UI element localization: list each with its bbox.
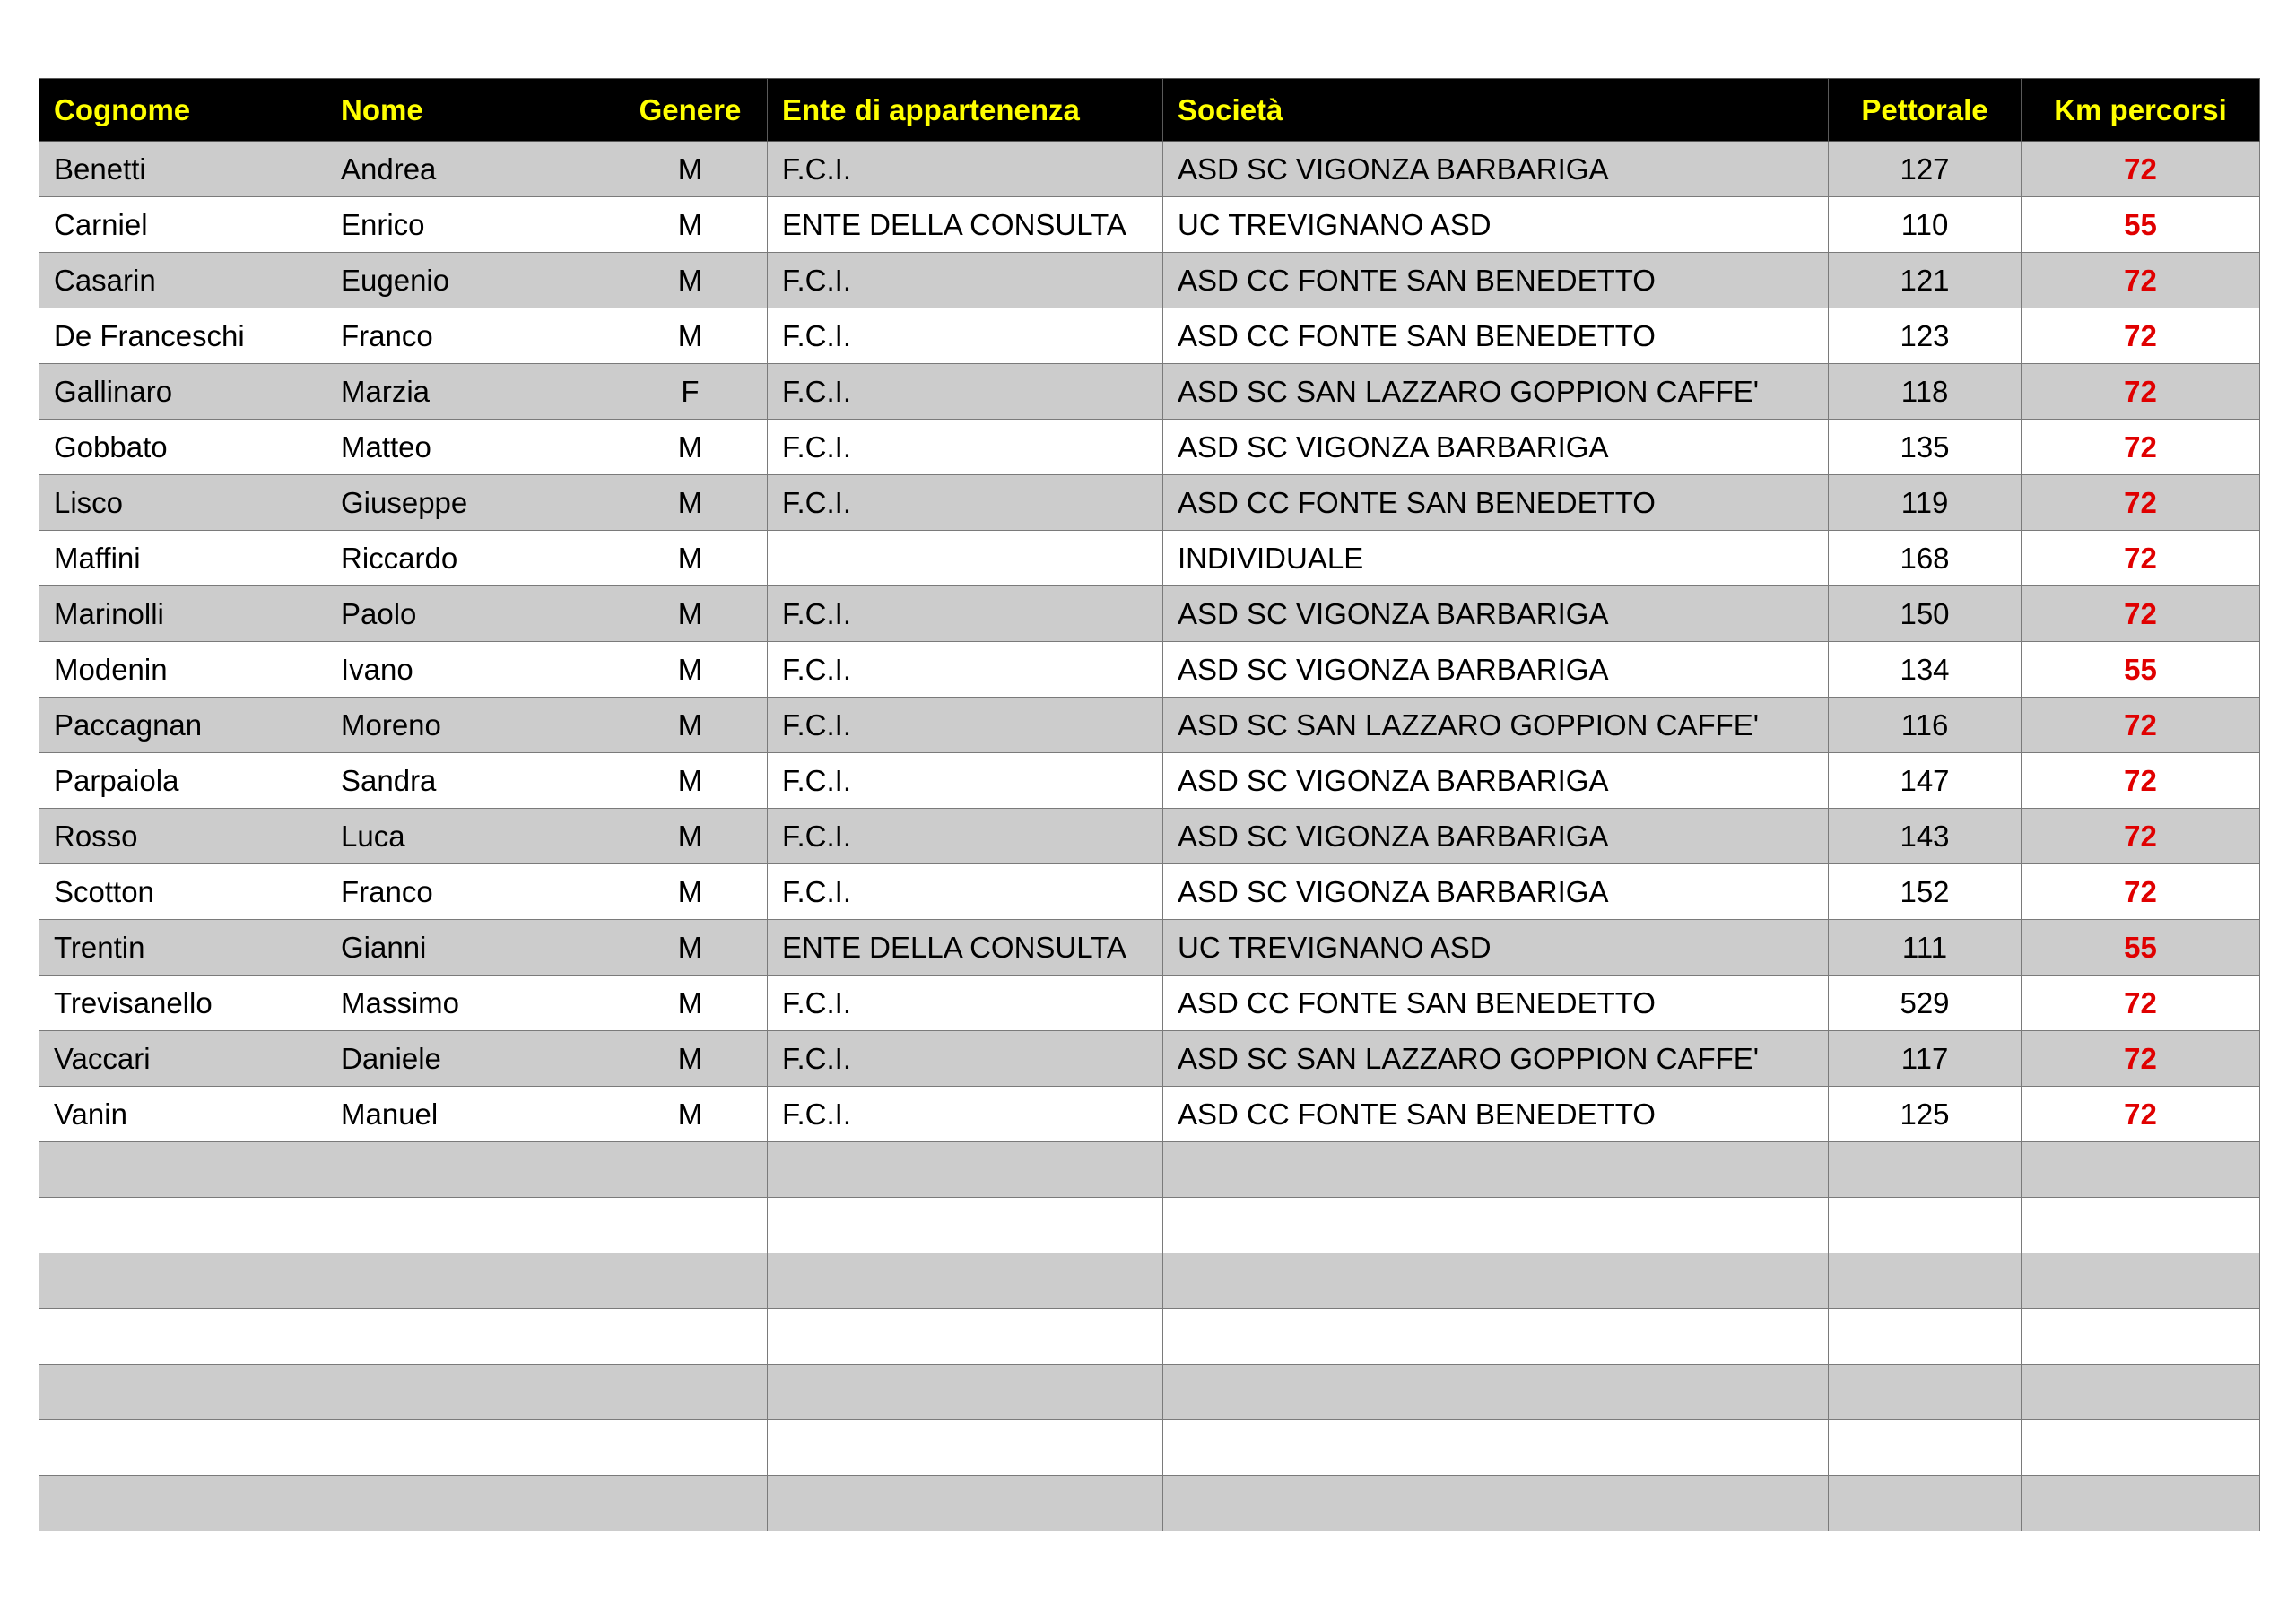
- cell-genere: F: [613, 364, 768, 420]
- cell-km: 72: [2022, 364, 2260, 420]
- cell-societa: UC TREVIGNANO ASD: [1163, 197, 1829, 253]
- cell-societa: [1163, 1309, 1829, 1365]
- cell-km: [2022, 1365, 2260, 1420]
- cell-ente: F.C.I.: [768, 809, 1163, 864]
- cell-nome: [326, 1253, 613, 1309]
- cell-genere: M: [613, 642, 768, 698]
- cell-cognome: Casarin: [39, 253, 326, 308]
- cell-km: 55: [2022, 920, 2260, 976]
- cell-cognome: Modenin: [39, 642, 326, 698]
- cell-km: 55: [2022, 642, 2260, 698]
- cell-genere: M: [613, 753, 768, 809]
- cell-cognome: Marinolli: [39, 586, 326, 642]
- header-societa: Società: [1163, 79, 1829, 142]
- cell-pettorale: 110: [1829, 197, 2022, 253]
- cell-pettorale: 134: [1829, 642, 2022, 698]
- cell-genere: [613, 1198, 768, 1253]
- cell-cognome: Gobbato: [39, 420, 326, 475]
- cell-km: 72: [2022, 1087, 2260, 1142]
- cell-societa: [1163, 1198, 1829, 1253]
- cell-ente: [768, 1309, 1163, 1365]
- cell-ente: ENTE DELLA CONSULTA: [768, 197, 1163, 253]
- table-row: [39, 920, 2260, 976]
- header-cognome: Cognome: [39, 79, 326, 142]
- cell-nome: Franco: [326, 864, 613, 920]
- cell-pettorale: 147: [1829, 753, 2022, 809]
- cell-nome: [326, 1142, 613, 1198]
- cell-genere: [613, 1142, 768, 1198]
- cell-ente: F.C.I.: [768, 1031, 1163, 1087]
- cell-km: [2022, 1142, 2260, 1198]
- cell-ente: [768, 1420, 1163, 1476]
- cell-ente: F.C.I.: [768, 642, 1163, 698]
- cell-societa: ASD SC VIGONZA BARBARIGA: [1163, 864, 1829, 920]
- cell-ente: ENTE DELLA CONSULTA: [768, 920, 1163, 976]
- cell-societa: ASD CC FONTE SAN BENEDETTO: [1163, 1087, 1829, 1142]
- cell-km: 72: [2022, 253, 2260, 308]
- cell-societa: ASD SC VIGONZA BARBARIGA: [1163, 420, 1829, 475]
- cell-nome: [326, 1420, 613, 1476]
- cell-societa: [1163, 1253, 1829, 1309]
- cell-genere: M: [613, 253, 768, 308]
- cell-pettorale: 116: [1829, 698, 2022, 753]
- cell-genere: M: [613, 698, 768, 753]
- cell-ente: F.C.I.: [768, 420, 1163, 475]
- cell-km: [2022, 1253, 2260, 1309]
- cell-pettorale: 152: [1829, 864, 2022, 920]
- cell-ente: [768, 1476, 1163, 1531]
- cell-nome: [326, 1476, 613, 1531]
- table-row: [39, 698, 2260, 753]
- cell-pettorale: 125: [1829, 1087, 2022, 1142]
- cell-genere: [613, 1365, 768, 1420]
- table-row: [39, 642, 2260, 698]
- cell-ente: F.C.I.: [768, 253, 1163, 308]
- header-ente: Ente di appartenenza: [768, 79, 1163, 142]
- cell-cognome: Parpaiola: [39, 753, 326, 809]
- cell-ente: [768, 1365, 1163, 1420]
- cell-societa: UC TREVIGNANO ASD: [1163, 920, 1829, 976]
- cell-genere: M: [613, 1031, 768, 1087]
- cell-societa: ASD CC FONTE SAN BENEDETTO: [1163, 308, 1829, 364]
- table-row: [39, 809, 2260, 864]
- table-row: [39, 142, 2260, 197]
- cell-nome: Eugenio: [326, 253, 613, 308]
- cell-pettorale: 529: [1829, 976, 2022, 1031]
- cell-nome: Andrea: [326, 142, 613, 197]
- cell-genere: [613, 1476, 768, 1531]
- cell-km: 72: [2022, 531, 2260, 586]
- cell-societa: ASD SC VIGONZA BARBARIGA: [1163, 809, 1829, 864]
- table-row: [39, 976, 2260, 1031]
- cell-societa: ASD SC SAN LAZZARO GOPPION CAFFE': [1163, 364, 1829, 420]
- table-row: [39, 1031, 2260, 1087]
- cell-cognome: Rosso: [39, 809, 326, 864]
- cell-km: [2022, 1198, 2260, 1253]
- cell-pettorale: [1829, 1420, 2022, 1476]
- table-row: [39, 308, 2260, 364]
- cell-genere: [613, 1420, 768, 1476]
- header-row: [39, 79, 2260, 142]
- cell-cognome: Maffini: [39, 531, 326, 586]
- cell-cognome: Paccagnan: [39, 698, 326, 753]
- cell-cognome: Trentin: [39, 920, 326, 976]
- cell-nome: Enrico: [326, 197, 613, 253]
- table-row: [39, 420, 2260, 475]
- cell-cognome: [39, 1309, 326, 1365]
- cell-cognome: Trevisanello: [39, 976, 326, 1031]
- cell-societa: [1163, 1476, 1829, 1531]
- cell-pettorale: [1829, 1142, 2022, 1198]
- cell-km: [2022, 1476, 2260, 1531]
- cell-nome: Luca: [326, 809, 613, 864]
- cell-genere: M: [613, 920, 768, 976]
- cell-cognome: Carniel: [39, 197, 326, 253]
- table-row: [39, 197, 2260, 253]
- cell-km: 55: [2022, 197, 2260, 253]
- cell-genere: M: [613, 142, 768, 197]
- cell-cognome: [39, 1420, 326, 1476]
- cell-cognome: [39, 1476, 326, 1531]
- cell-pettorale: 123: [1829, 308, 2022, 364]
- cell-genere: M: [613, 308, 768, 364]
- table-row: [39, 253, 2260, 308]
- cell-ente: F.C.I.: [768, 308, 1163, 364]
- cell-pettorale: [1829, 1309, 2022, 1365]
- cell-ente: F.C.I.: [768, 475, 1163, 531]
- cell-ente: F.C.I.: [768, 753, 1163, 809]
- cell-genere: M: [613, 586, 768, 642]
- cell-km: 72: [2022, 809, 2260, 864]
- cell-pettorale: 118: [1829, 364, 2022, 420]
- cell-km: 72: [2022, 142, 2260, 197]
- cell-cognome: [39, 1253, 326, 1309]
- cell-ente: F.C.I.: [768, 698, 1163, 753]
- header-genere: Genere: [613, 79, 768, 142]
- cell-pettorale: 121: [1829, 253, 2022, 308]
- cell-cognome: Lisco: [39, 475, 326, 531]
- cell-genere: M: [613, 475, 768, 531]
- cell-km: 72: [2022, 420, 2260, 475]
- cell-ente: F.C.I.: [768, 142, 1163, 197]
- header-pettorale: Pettorale: [1829, 79, 2022, 142]
- cell-km: 72: [2022, 586, 2260, 642]
- cell-km: 72: [2022, 753, 2260, 809]
- cell-km: [2022, 1420, 2260, 1476]
- cell-genere: M: [613, 864, 768, 920]
- header-nome: Nome: [326, 79, 613, 142]
- cell-cognome: [39, 1198, 326, 1253]
- table-row: [39, 1198, 2260, 1253]
- cell-pettorale: 111: [1829, 920, 2022, 976]
- cell-cognome: [39, 1365, 326, 1420]
- cell-km: 72: [2022, 976, 2260, 1031]
- cell-km: 72: [2022, 308, 2260, 364]
- cell-genere: M: [613, 976, 768, 1031]
- cell-genere: M: [613, 197, 768, 253]
- cell-societa: ASD CC FONTE SAN BENEDETTO: [1163, 475, 1829, 531]
- cell-ente: [768, 1253, 1163, 1309]
- cell-genere: M: [613, 1087, 768, 1142]
- table-row: [39, 1476, 2260, 1531]
- cell-genere: [613, 1253, 768, 1309]
- cell-km: 72: [2022, 1031, 2260, 1087]
- cell-km: [2022, 1309, 2260, 1365]
- table-row: [39, 1365, 2260, 1420]
- cell-societa: ASD SC VIGONZA BARBARIGA: [1163, 753, 1829, 809]
- cell-genere: M: [613, 809, 768, 864]
- cell-ente: [768, 1198, 1163, 1253]
- table-row: [39, 586, 2260, 642]
- cell-nome: Sandra: [326, 753, 613, 809]
- cell-societa: ASD SC VIGONZA BARBARIGA: [1163, 586, 1829, 642]
- cell-societa: [1163, 1420, 1829, 1476]
- cell-pettorale: 143: [1829, 809, 2022, 864]
- cell-ente: F.C.I.: [768, 976, 1163, 1031]
- cell-nome: Gianni: [326, 920, 613, 976]
- cell-pettorale: 127: [1829, 142, 2022, 197]
- table-row: [39, 1253, 2260, 1309]
- cell-cognome: De Franceschi: [39, 308, 326, 364]
- participants-table: [39, 78, 2260, 1531]
- cell-societa: ASD CC FONTE SAN BENEDETTO: [1163, 253, 1829, 308]
- table-row: [39, 864, 2260, 920]
- cell-cognome: Scotton: [39, 864, 326, 920]
- cell-km: 72: [2022, 864, 2260, 920]
- cell-nome: Manuel: [326, 1087, 613, 1142]
- cell-pettorale: 168: [1829, 531, 2022, 586]
- cell-cognome: Vanin: [39, 1087, 326, 1142]
- cell-pettorale: [1829, 1198, 2022, 1253]
- cell-genere: M: [613, 531, 768, 586]
- cell-societa: [1163, 1365, 1829, 1420]
- cell-ente: F.C.I.: [768, 364, 1163, 420]
- table-row: [39, 1309, 2260, 1365]
- cell-nome: Marzia: [326, 364, 613, 420]
- cell-km: 72: [2022, 475, 2260, 531]
- table-row: [39, 1142, 2260, 1198]
- cell-cognome: Gallinaro: [39, 364, 326, 420]
- table-row: [39, 531, 2260, 586]
- cell-nome: [326, 1365, 613, 1420]
- cell-nome: Moreno: [326, 698, 613, 753]
- cell-pettorale: 119: [1829, 475, 2022, 531]
- cell-nome: Ivano: [326, 642, 613, 698]
- cell-societa: ASD SC SAN LAZZARO GOPPION CAFFE': [1163, 1031, 1829, 1087]
- table-row: [39, 1420, 2260, 1476]
- table-row: [39, 1087, 2260, 1142]
- table-row: [39, 475, 2260, 531]
- cell-pettorale: 150: [1829, 586, 2022, 642]
- cell-genere: [613, 1309, 768, 1365]
- cell-ente: [768, 531, 1163, 586]
- cell-nome: Giuseppe: [326, 475, 613, 531]
- header-km: Km percorsi: [2022, 79, 2260, 142]
- cell-pettorale: 135: [1829, 420, 2022, 475]
- cell-genere: M: [613, 420, 768, 475]
- cell-nome: [326, 1198, 613, 1253]
- table-row: [39, 364, 2260, 420]
- cell-cognome: Vaccari: [39, 1031, 326, 1087]
- cell-societa: ASD SC VIGONZA BARBARIGA: [1163, 142, 1829, 197]
- cell-pettorale: [1829, 1476, 2022, 1531]
- cell-ente: F.C.I.: [768, 1087, 1163, 1142]
- cell-km: 72: [2022, 698, 2260, 753]
- cell-pettorale: [1829, 1253, 2022, 1309]
- cell-societa: INDIVIDUALE: [1163, 531, 1829, 586]
- cell-nome: Paolo: [326, 586, 613, 642]
- table-body: [39, 142, 2260, 1531]
- cell-societa: [1163, 1142, 1829, 1198]
- cell-ente: F.C.I.: [768, 864, 1163, 920]
- cell-pettorale: [1829, 1365, 2022, 1420]
- cell-ente: [768, 1142, 1163, 1198]
- cell-nome: [326, 1309, 613, 1365]
- cell-societa: ASD SC VIGONZA BARBARIGA: [1163, 642, 1829, 698]
- cell-pettorale: 117: [1829, 1031, 2022, 1087]
- cell-nome: Massimo: [326, 976, 613, 1031]
- cell-societa: ASD SC SAN LAZZARO GOPPION CAFFE': [1163, 698, 1829, 753]
- cell-societa: ASD CC FONTE SAN BENEDETTO: [1163, 976, 1829, 1031]
- cell-cognome: Benetti: [39, 142, 326, 197]
- cell-nome: Riccardo: [326, 531, 613, 586]
- cell-nome: Daniele: [326, 1031, 613, 1087]
- cell-cognome: [39, 1142, 326, 1198]
- cell-ente: F.C.I.: [768, 586, 1163, 642]
- cell-nome: Matteo: [326, 420, 613, 475]
- cell-nome: Franco: [326, 308, 613, 364]
- table-row: [39, 753, 2260, 809]
